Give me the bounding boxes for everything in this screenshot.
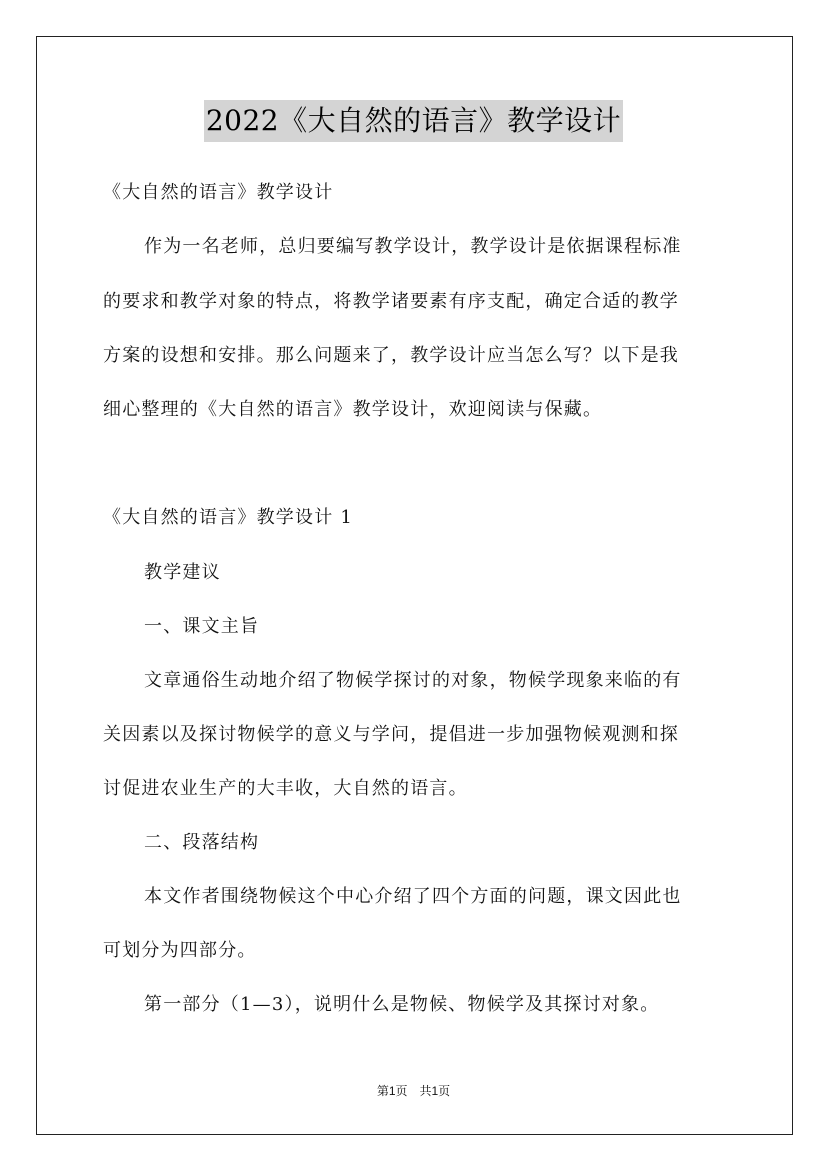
paragraph-line: 可划分为四部分。 <box>103 940 257 961</box>
paragraph-line: 的要求和教学对象的特点，将教学诸要素有序支配，确定合适的教学 <box>103 291 679 312</box>
paragraph-line: 讨促进农业生产的大丰收，大自然的语言。 <box>103 778 468 799</box>
page-number-footer: 第1页 共1页 <box>376 1084 451 1098</box>
paragraph-line: 关因素以及探讨物候学的意义与学问，提倡进一步加强物候观测和探 <box>103 724 679 745</box>
subheading-structure: 二、段落结构 <box>144 832 260 853</box>
subheading-teaching-suggestions: 教学建议 <box>144 562 221 583</box>
title-container <box>0 100 827 142</box>
subheading-theme: 一、课文主旨 <box>144 616 260 637</box>
section-heading: 《大自然的语言》教学设计 1 <box>103 507 353 528</box>
paragraph-line: 第一部分（1—3），说明什么是物候、物候学及其探讨对象。 <box>144 994 660 1015</box>
paragraph-line: 细心整理的《大自然的语言》教学设计，欢迎阅读与保藏。 <box>103 399 603 420</box>
paragraph-line: 本文作者围绕物候这个中心介绍了四个方面的问题，课文因此也 <box>144 886 682 907</box>
paragraph-line: 文章通俗生动地介绍了物候学探讨的对象，物候学现象来临的有 <box>144 670 682 691</box>
subtitle-line: 《大自然的语言》教学设计 <box>103 182 334 203</box>
paragraph-line: 作为一名老师，总归要编写教学设计，教学设计是依据课程标准 <box>144 236 682 257</box>
paragraph-line: 方案的设想和安排。那么问题来了，教学设计应当怎么写？以下是我 <box>103 345 679 366</box>
document-title: 2022《大自然的语言》教学设计 <box>204 100 623 142</box>
